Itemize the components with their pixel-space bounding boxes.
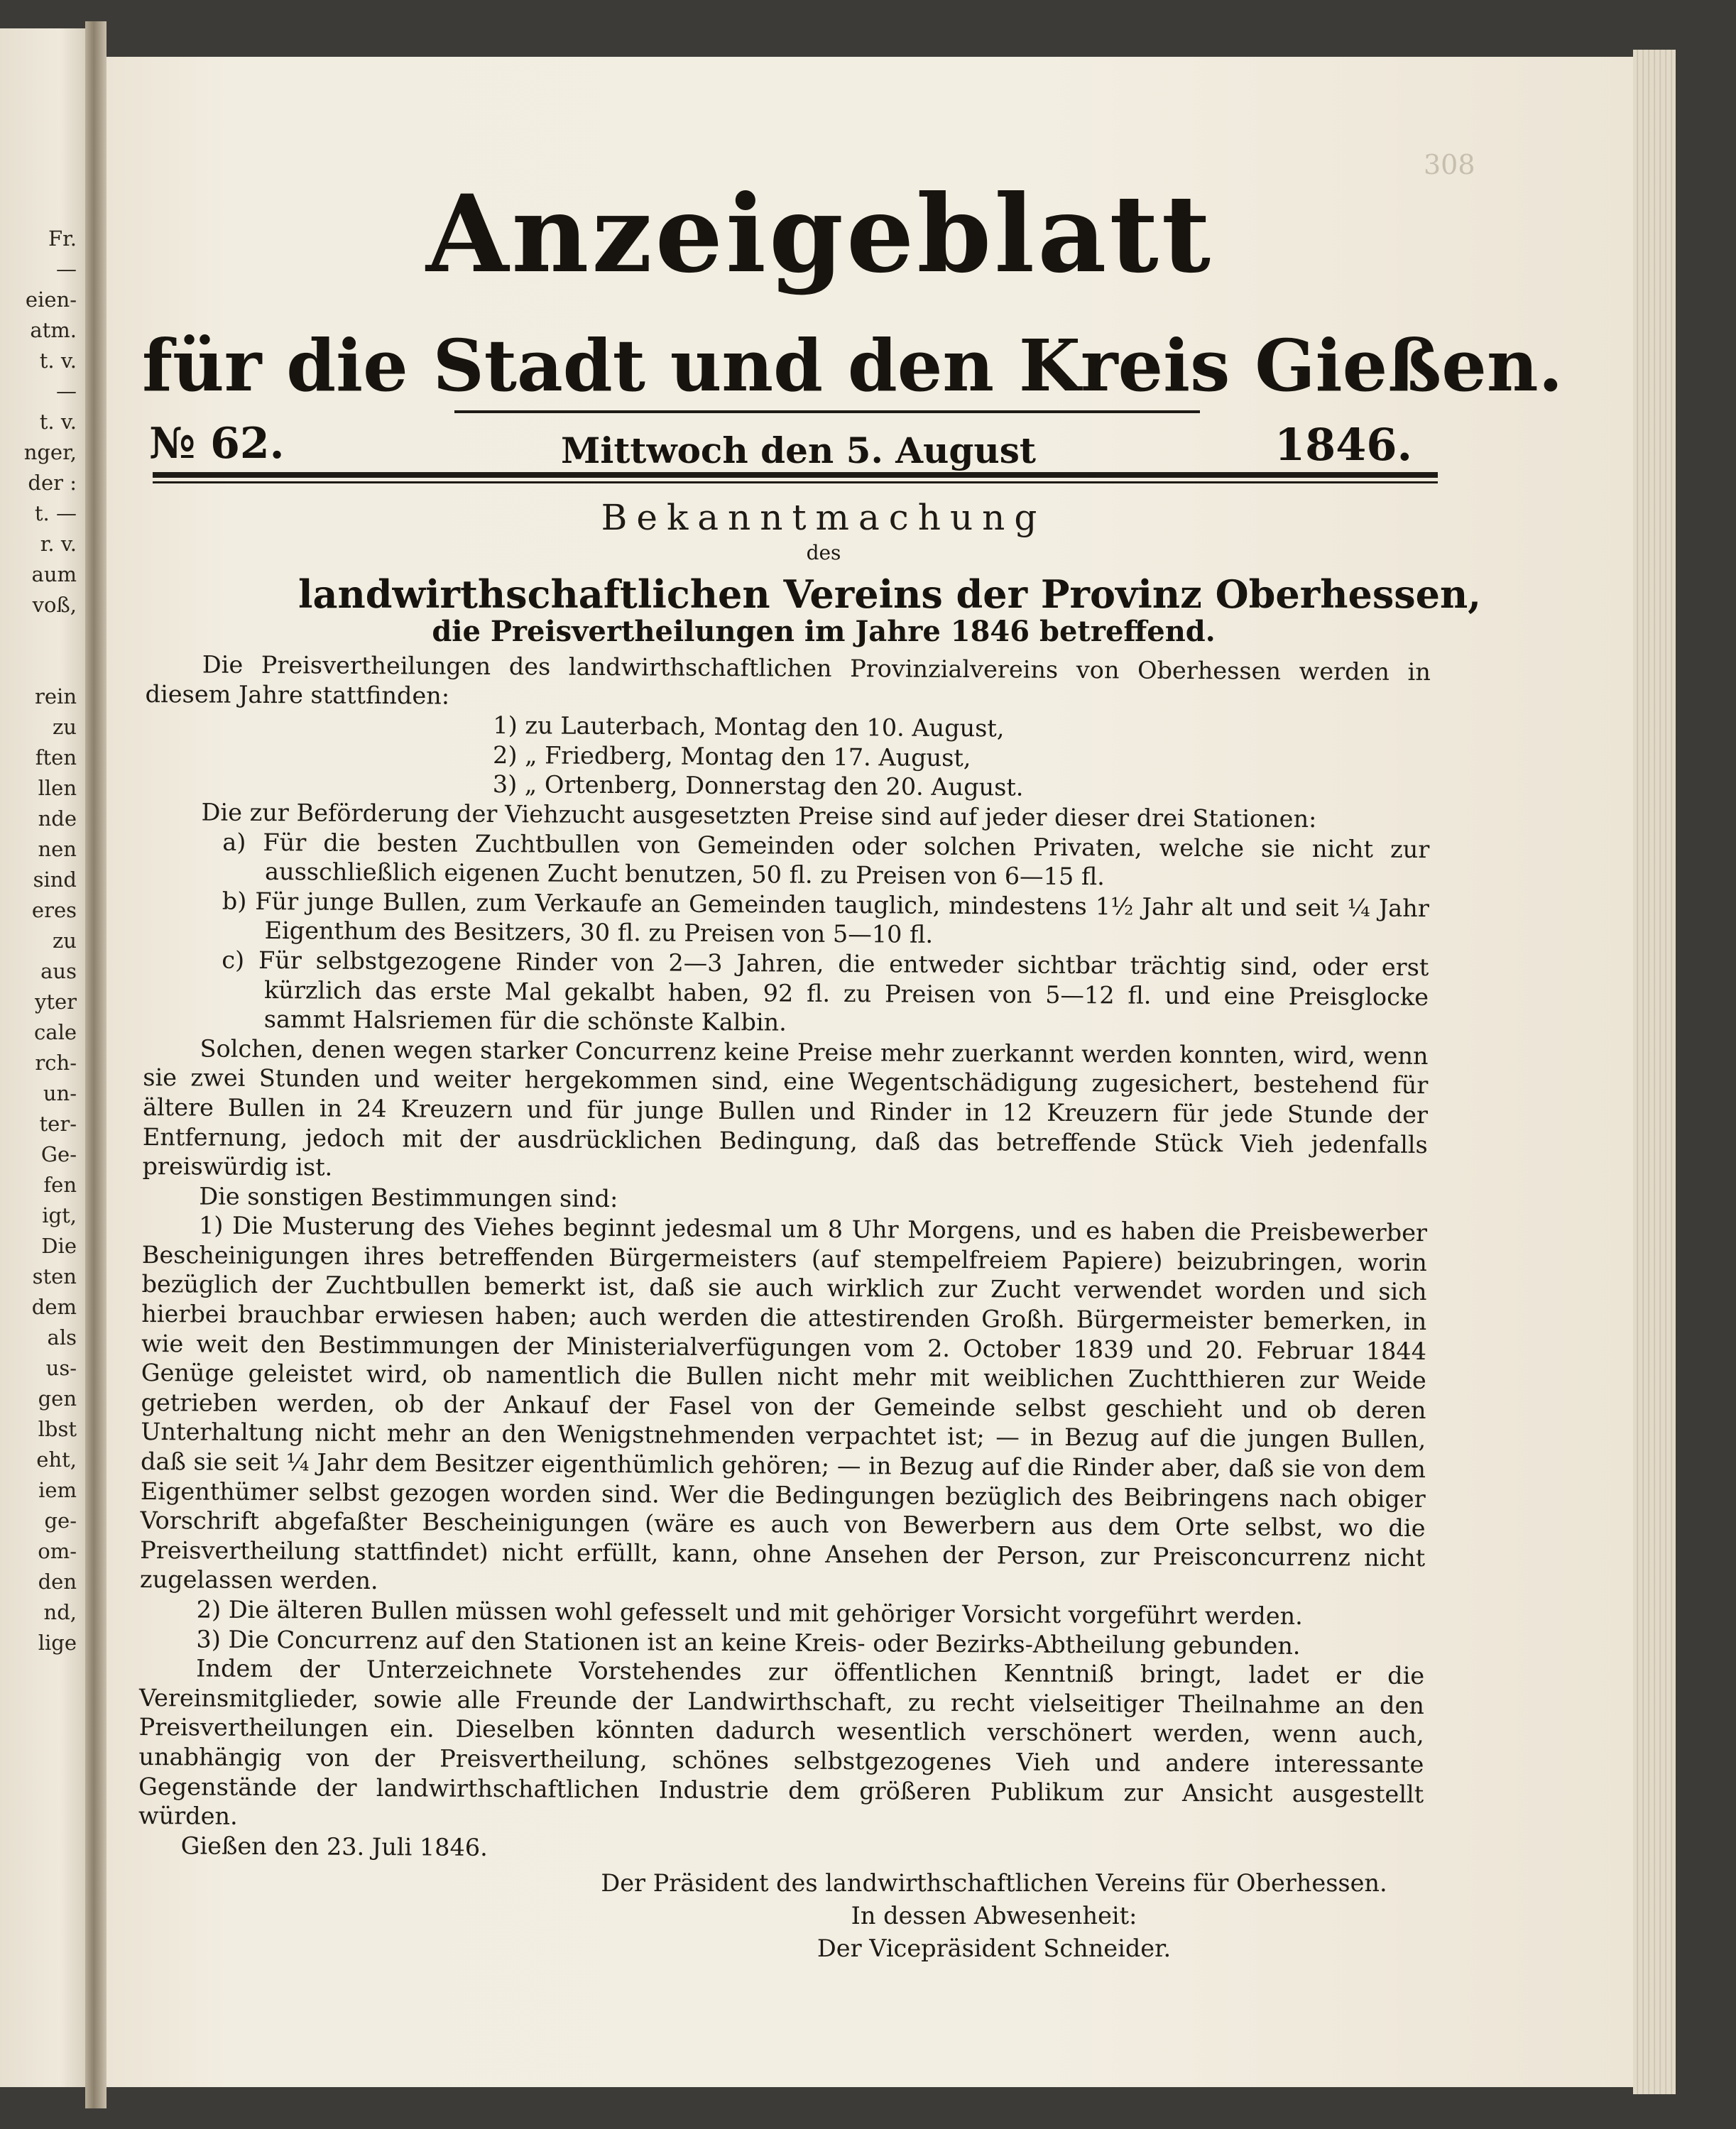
prize-item: b) Für junge Bullen, zum Verkaufe an Gemeinden tauglich, mindestens 1½ Jahr alt und seit ¼ Jahr Eigenthum des Besitzers, 30 fl. zu Preisen von 5—10 fl. <box>222 887 1429 949</box>
left-page-fragment: cale <box>34 1020 77 1044</box>
left-page-fragment: der : <box>28 471 77 495</box>
notice-body <box>138 650 1431 1868</box>
page-edges <box>1633 50 1676 2094</box>
signature-president: Der Präsident des landwirthschaftlichen Vereins für Oberhessen. <box>601 1869 1387 1897</box>
masthead-rule-thick <box>153 472 1438 478</box>
left-page-fragment: r. v. <box>40 532 77 556</box>
other-rules-intro: Die sonstigen Bestimmungen sind: <box>199 1182 618 1213</box>
left-page-fragment: zu <box>53 715 77 739</box>
left-page-fragment: fen <box>43 1173 77 1197</box>
left-page-fragment: lbst <box>38 1417 77 1441</box>
left-page-fragment: Fr. <box>48 226 77 251</box>
left-page-fragment: aus <box>40 959 77 983</box>
left-page-fragment: den <box>38 1570 77 1594</box>
prize-item: a) Für die besten Zuchtbullen von Gemeinden oder solchen Privaten, welche sie nicht zur ausschließlich eigenen Zucht benutzen, 50 fl. zu Preisen von 6—15 fl. <box>222 828 1430 891</box>
left-page-fragment: nde <box>38 806 77 831</box>
left-page-fragment: t. v. <box>39 410 77 434</box>
left-page-fragment: gen <box>38 1386 77 1411</box>
left-page-fragment: us- <box>45 1356 77 1380</box>
left-page-fragment: igt, <box>42 1203 77 1227</box>
masthead-rule-thin <box>153 481 1438 483</box>
book-gutter <box>85 21 107 2108</box>
left-page-fragment: voß, <box>32 593 77 617</box>
issue-date: Mittwoch den 5. August <box>561 429 1036 471</box>
left-page-fragment: iem <box>38 1478 77 1502</box>
left-page-fragment: llen <box>38 776 77 800</box>
prize-item: c) Für selbstgezogene Rinder von 2—3 Jahren, die entweder sichtbar trächtig sind, oder erst kürzlich das erste Mal gekalbt haben, 92 fl. zu Preisen von 5—12 fl. und eine Preisglocke sammt Halsriemen für die schönste Kalbin. <box>222 946 1429 1036</box>
notice-heading: Bekanntmachung <box>601 497 1047 538</box>
left-page-fragment: nen <box>38 837 77 861</box>
signature-block <box>497 1867 1491 1965</box>
notice-subject: die Preisvertheilungen im Jahre 1846 betreffend. <box>432 615 1216 648</box>
left-page-fragment: yter <box>34 990 77 1014</box>
compensation-paragraph: Solchen, denen wegen starker Concurrenz keine Preise mehr zuerkannt werden konnten, wird, wenn sie zwei Stunden und weiter hergekommen sind, eine Wegentschädigung zugesichert, bestehend für ältere Bullen in 24 Kreuzern und für junge Bullen und Rinder in 12 Kreuzern für jede Stunde der Entfernung, jedoch mit der ausdrücklichen Bedingung, daß das betreffende Stück Vieh jedenfalls preiswürdig ist. <box>142 1034 1429 1181</box>
left-page-fragment: t. — <box>34 501 77 525</box>
left-page-fragment: un- <box>43 1081 77 1105</box>
issue-number: № 62. <box>149 419 285 469</box>
rule-item: 3) Die Concurrenz auf den Stationen ist an keine Kreis- oder Bezirks-Abtheilung gebunden. <box>196 1625 1301 1660</box>
masthead-title: Anzeigeblatt <box>426 172 1213 297</box>
left-page-fragment <box>6 651 77 682</box>
rule-item: 1) Die Musterung des Viehes beginnt jedesmal um 8 Uhr Morgens, und es haben die Preisbewerber Bescheinigungen ihres betreffenden Bürgermeisters (auf stempelfreiem Papiere) beizubringen, worin bezüglich der Zuchtbullen bemerkt ist, daß sie auch wirklich zur Zucht verwendet worden und sich hierbei brauchbar erwiesen haben; auch werden die attestirenden Großh. Bürgermeister bemerken, in wie weit den Bestimmungen der Ministerialverfügungen vom 2. October 1839 und 20. Februar 1844 Genüge geleistet wird, ob namentlich die Bullen nicht mehr mit weiblichen Zuchtthieren zur Weide getrieben werden, ob der Ankauf der Fasel von der Gemeinde selbst geschieht und ob deren Unterhaltung nicht mehr an den Wenigstnehmenden verpachtet ist; — in Bezug auf die jungen Bullen, daß sie seit ¼ Jahr dem Besitzer eigenthümlich gehören; — in Bezug auf die Rinder aber, daß sie von dem Eigenthümer selbst gezogen worden sind. Wer die Bedingungen bezüglich des Beibringens nach obiger Vorschrift abgefaßter Bescheinigungen (wäre es auch von Bewerbern aus dem Orte selbst, wo die Preisvertheilung stattfindet) nicht erfüllt, kann, ohne Ansehen der Person, zur Preisconcurrenz nicht zugelassen werden. <box>139 1211 1428 1595</box>
venue-item: 3) „ Ortenberg, Donnerstag den 20. August. <box>492 770 1024 801</box>
left-page-fragment: sten <box>32 1264 77 1288</box>
closing-paragraph: Indem der Unterzeichnete Vorstehendes zur öffentlichen Kenntniß bringt, ladet er die Vereinsmitglieder, sowie alle Freunde der Landwirthschaft, zu recht vielseitiger Theilnahme an den Preisvertheilungen ein. Dieselben könnten dadurch wesentlich verschönert werden, wenn auch, unabhängig von der Preisvertheilung, schönes selbstgezogenes Vieh und andere interessante Gegenstände der landwirthschaftlichen Industrie dem größeren Publikum zur Ansicht ausgestellt würden. <box>138 1654 1425 1830</box>
left-page-fragment: zu <box>53 929 77 953</box>
rule-under-subtitle <box>454 410 1200 413</box>
left-page-fragment: aum <box>31 562 77 586</box>
notice-intro: Die Preisvertheilungen des landwirthschaftlichen Provinzialvereins von Oberhessen werden in diesem Jahre stattfinden: <box>145 650 1431 710</box>
left-page-fragment: rch- <box>35 1051 77 1075</box>
left-page-fragment: als <box>47 1325 77 1350</box>
left-page-fragment: eht, <box>36 1447 77 1472</box>
signature-absence: In dessen Abwesenheit: <box>851 1902 1137 1930</box>
masthead-subtitle: für die Stadt und den Kreis Gießen. <box>142 324 1563 407</box>
venue-item: 2) „ Friedberg, Montag den 17. August, <box>492 740 971 772</box>
left-page-text-fragments <box>6 224 77 1658</box>
left-page-fragment: — <box>56 379 77 403</box>
left-page-fragment: dem <box>31 1295 77 1319</box>
left-page-fragment: sind <box>33 868 77 892</box>
notice-des: des <box>806 541 841 564</box>
place-date: Gießen den 23. Juli 1846. <box>180 1832 488 1861</box>
left-page-fragment: eres <box>31 898 77 922</box>
left-page-fragment: — <box>56 257 77 281</box>
left-page-fragment: nd, <box>43 1600 77 1624</box>
issue-year: 1846. <box>1274 419 1413 471</box>
left-page-fragment <box>6 620 77 651</box>
left-page-fragment: ter- <box>39 1112 77 1136</box>
prizes-intro: Die zur Beförderung der Viehzucht ausgesetzten Preise sind auf jeder dieser drei Stationen: <box>201 798 1317 833</box>
venue-item: 1) zu Lauterbach, Montag den 10. August, <box>493 711 1005 743</box>
left-page-fragment: eien- <box>25 288 77 312</box>
ghost-page-number: 308 <box>1424 149 1475 180</box>
left-page-fragment: nger, <box>23 440 77 464</box>
left-page-fragment: Die <box>41 1234 77 1258</box>
signature-vice-president: Der Vicepräsident Schneider. <box>817 1934 1172 1962</box>
left-page-fragment: rein <box>35 684 77 708</box>
notice-organization: landwirthschaftlichen Vereins der Provinz Oberhessen, <box>298 571 1482 617</box>
left-page-fragment: Ge- <box>40 1142 77 1166</box>
rule-item: 2) Die älteren Bullen müssen wohl gefesselt und mit gehöriger Vorsicht vorgeführt werden. <box>196 1595 1303 1630</box>
left-page-fragment: atm. <box>30 318 77 342</box>
left-page-fragment: om- <box>38 1539 77 1563</box>
left-page-fragment: ften <box>35 745 77 770</box>
left-page-fragment: t. v. <box>39 349 77 373</box>
left-page-fragment: lige <box>38 1631 77 1655</box>
left-page-fragment: ge- <box>44 1509 77 1533</box>
